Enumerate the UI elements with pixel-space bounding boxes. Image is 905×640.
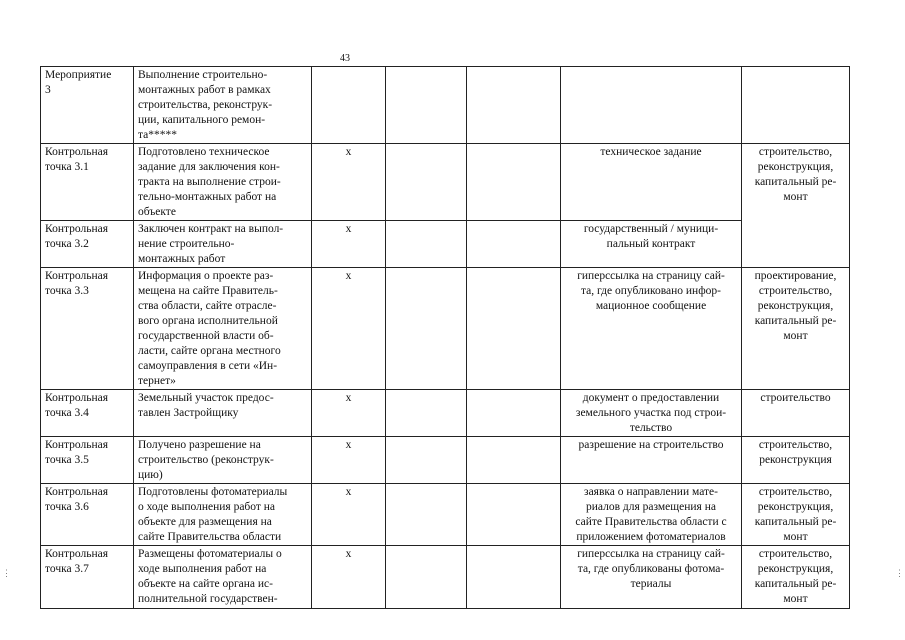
- description-text: Подготовлено техническое задание для заключения кон- тракта на выполнение строи- тельно-монтажных работ на объекте: [138, 146, 281, 218]
- empty-cell: [467, 221, 561, 268]
- mark-text: х: [345, 223, 352, 235]
- empty-cell: [386, 437, 467, 484]
- document-cell: [561, 144, 742, 221]
- mark-cell: [312, 484, 386, 546]
- control-points-table: [40, 66, 850, 609]
- empty-cell: [467, 144, 561, 221]
- work-type-cell: [742, 268, 850, 390]
- work-type-text: строительство: [760, 392, 831, 404]
- description-text: Информация о проекте раз- мещена на сайте Правитель- ства области, сайте отрасле- вого органа исполнительной государственной власти об- ласти, сайте органа местного самоуправления в сети «Ин- тернет»: [138, 270, 281, 387]
- mark-text: х: [345, 392, 352, 404]
- mark-text: х: [345, 486, 352, 498]
- document-text: гиперссылка на страницу сай- та, где опубликованы фотома- териалы: [577, 548, 725, 590]
- empty-cell: [386, 484, 467, 546]
- description-text: Заключен контракт на выпол- нение строительно- монтажных работ: [138, 223, 284, 265]
- document-text: государственный / муници- пальный контракт: [583, 223, 719, 250]
- work-type-text: строительство, реконструкция: [758, 439, 833, 466]
- stage-cell: [41, 268, 134, 390]
- scan-artifact: ⋮: [895, 568, 904, 578]
- stage-cell: [41, 144, 134, 221]
- stage-label: Контрольная точка 3.6: [45, 486, 109, 513]
- description-cell: [134, 144, 312, 221]
- work-type-cell: [742, 546, 850, 609]
- description-cell: [134, 546, 312, 609]
- stage-label: Контрольная точка 3.4: [45, 392, 109, 419]
- description-cell: [134, 221, 312, 268]
- work-type-cell: [742, 144, 850, 268]
- work-type-text: проектирование, строительство, реконструкция, капитальный ре- монт: [754, 270, 837, 342]
- stage-label: Контрольная точка 3.2: [45, 223, 109, 250]
- work-type-cell: [742, 67, 850, 144]
- stage-label: Контрольная точка 3.1: [45, 146, 109, 173]
- description-cell: [134, 390, 312, 437]
- work-type-text: строительство, реконструкция, капитальный ре- монт: [754, 548, 837, 605]
- document-cell: [561, 221, 742, 268]
- description-text: Получено разрешение на строительство (реконструк- цию): [138, 439, 274, 481]
- scan-artifact: ⋮: [2, 568, 11, 578]
- document-text: документ о предоставлении земельного участка под строи- тельство: [575, 392, 727, 434]
- empty-cell: [467, 67, 561, 144]
- stage-cell: [41, 484, 134, 546]
- document-text: разрешение на строительство: [578, 439, 724, 451]
- empty-cell: [467, 546, 561, 609]
- description-text: Подготовлены фотоматериалы о ходе выполнения работ на объекте для размещения на сайте Правительства области: [138, 486, 288, 543]
- stage-label: Контрольная точка 3.7: [45, 548, 109, 575]
- table-row: [41, 484, 850, 546]
- table-row: [41, 390, 850, 437]
- empty-cell: [467, 268, 561, 390]
- stage-cell: [41, 67, 134, 144]
- stage-label: Контрольная точка 3.3: [45, 270, 109, 297]
- work-type-cell: [742, 484, 850, 546]
- table-row: [41, 437, 850, 484]
- document-text: заявка о направлении мате- риалов для размещения на сайте Правительства области с приложением фотоматериалов: [575, 486, 727, 543]
- description-text: Земельный участок предос- тавлен Застройщику: [138, 392, 274, 419]
- work-type-cell: [742, 390, 850, 437]
- description-cell: [134, 268, 312, 390]
- mark-cell: [312, 546, 386, 609]
- document-text: гиперссылка на страницу сай- та, где опубликовано инфор- мационное сообщение: [577, 270, 725, 312]
- description-text: Выполнение строительно- монтажных работ в рамках строительства, реконструк- ции, капитального ремон- та*****: [138, 69, 273, 141]
- empty-cell: [386, 67, 467, 144]
- work-type-cell: [742, 437, 850, 484]
- document-text: техническое задание: [600, 146, 702, 158]
- document-cell: [561, 484, 742, 546]
- table-row: [41, 546, 850, 609]
- stage-cell: [41, 437, 134, 484]
- document-cell: [561, 437, 742, 484]
- description-cell: [134, 484, 312, 546]
- mark-text: х: [345, 548, 352, 560]
- empty-cell: [386, 390, 467, 437]
- empty-cell: [386, 268, 467, 390]
- work-type-text: строительство, реконструкция, капитальный ре- монт: [754, 146, 837, 203]
- mark-cell: [312, 437, 386, 484]
- stage-cell: [41, 390, 134, 437]
- stage-label: Мероприятие 3: [45, 69, 112, 96]
- description-text: Размещены фотоматериалы о ходе выполнения работ на объекте на сайте органа ис- полнительной государствен-: [138, 548, 282, 605]
- empty-cell: [386, 144, 467, 221]
- empty-cell: [386, 221, 467, 268]
- document-cell: [561, 546, 742, 609]
- mark-cell: [312, 268, 386, 390]
- empty-cell: [467, 437, 561, 484]
- table-row: [41, 221, 850, 268]
- mark-text: х: [345, 439, 352, 451]
- table-row: [41, 268, 850, 390]
- document-cell: [561, 390, 742, 437]
- stage-label: Контрольная точка 3.5: [45, 439, 109, 466]
- page-number: 43: [340, 53, 350, 64]
- mark-text: х: [345, 146, 352, 158]
- description-cell: [134, 67, 312, 144]
- empty-cell: [467, 484, 561, 546]
- table-row: [41, 144, 850, 221]
- mark-text: х: [345, 270, 352, 282]
- empty-cell: [467, 390, 561, 437]
- work-type-text: строительство, реконструкция, капитальный ре- монт: [754, 486, 837, 543]
- table-row: [41, 67, 850, 144]
- document-cell: [561, 268, 742, 390]
- mark-cell: [312, 144, 386, 221]
- stage-cell: [41, 221, 134, 268]
- description-cell: [134, 437, 312, 484]
- mark-cell: [312, 390, 386, 437]
- stage-cell: [41, 546, 134, 609]
- document-cell: [561, 67, 742, 144]
- mark-cell: [312, 67, 386, 144]
- empty-cell: [386, 546, 467, 609]
- mark-cell: [312, 221, 386, 268]
